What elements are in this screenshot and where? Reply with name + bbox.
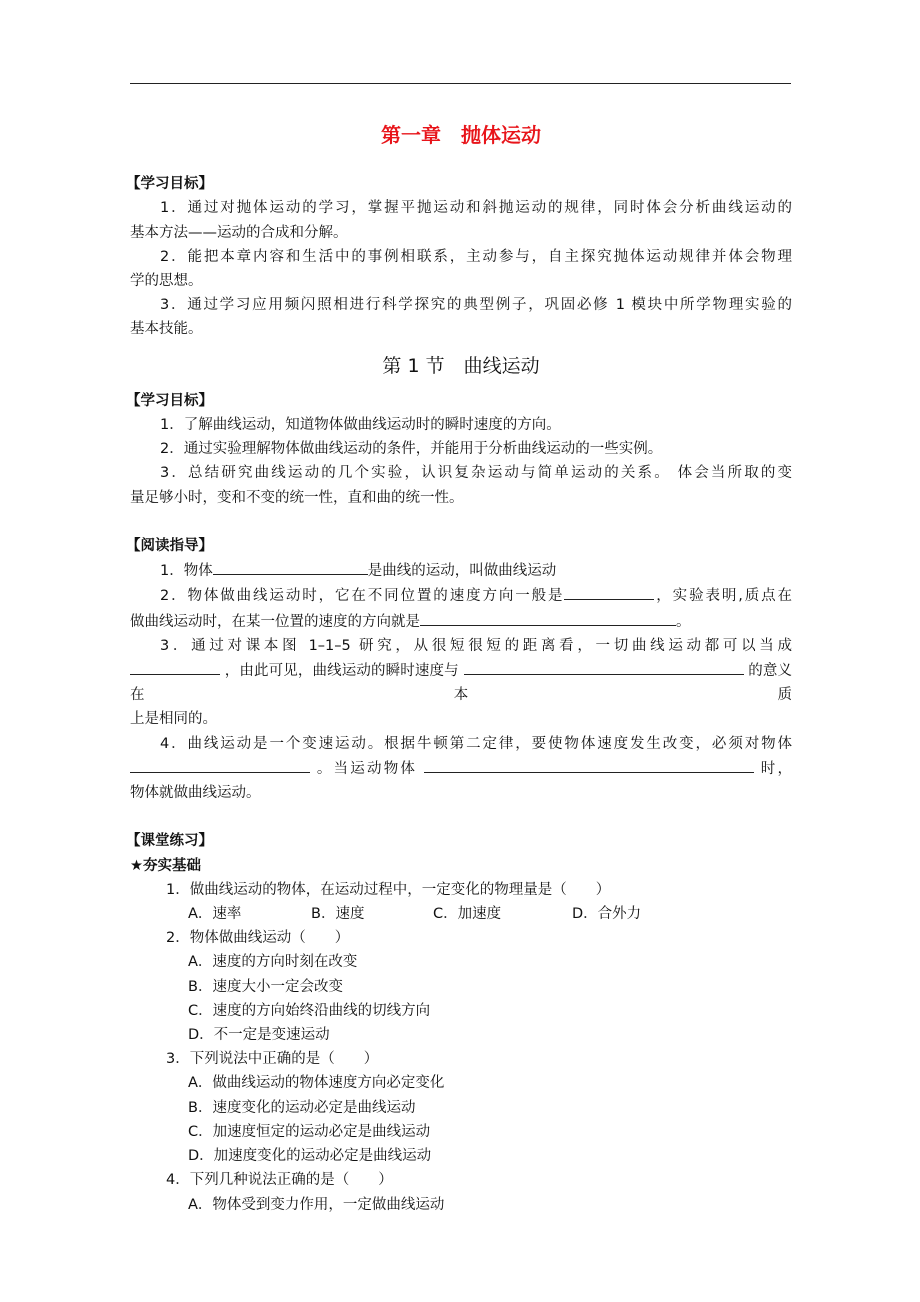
reading-q1 [130, 558, 792, 583]
option[interactable]: C．加速度 [433, 906, 502, 923]
option[interactable]: D．不一定是变速运动 [188, 1027, 330, 1044]
question-stem: 1．做曲线运动的物体，在运动过程中，一定变化的物理量是（ ） [166, 881, 611, 898]
goal-line: 2．能把本章内容和生活中的事例相联系，主动参与，自主探究抛体运动规律并体会物理 [160, 248, 792, 265]
goal-line: 3．总结研究曲线运动的几个实验，认识复杂运动与简单运动的关系。 体会当所取的变 [160, 465, 792, 482]
option[interactable]: D．加速度变化的运动必定是曲线运动 [188, 1148, 432, 1165]
option[interactable]: A．速度的方向时刻在改变 [188, 954, 358, 971]
goals-heading: 【学习目标】 [126, 176, 213, 193]
reading-q4-cont [130, 756, 792, 781]
chapter-title: 第一章 抛体运动 [381, 123, 541, 147]
question-options [130, 902, 792, 926]
question-stem: 4．下列几种说法正确的是（ ） [166, 1172, 393, 1189]
question-stem: 3．下列说法中正确的是（ ） [166, 1051, 379, 1068]
reading-q3-cont [130, 658, 792, 707]
fill-blank[interactable] [464, 658, 744, 675]
goal-line: 1．了解曲线运动，知道物体做曲线运动时的瞬时速度的方向。 [160, 417, 561, 434]
goal-line: 基本方法——运动的合成和分解。 [130, 224, 348, 241]
text: 的意义在本质 [130, 663, 793, 704]
text: 。当运动物体 [316, 760, 418, 777]
reading-heading: 【阅读指导】 [126, 538, 213, 555]
basics-heading: ★夯实基础 [130, 857, 201, 874]
reading-q3-end: 上是相同的。 [130, 711, 217, 728]
goal-line: 2．通过实验理解物体做曲线运动的条件，并能用于分析曲线运动的一些实例。 [160, 441, 663, 458]
option[interactable]: A．物体受到变力作用，一定做曲线运动 [188, 1196, 445, 1213]
section-title: 第 1 节 曲线运动 [382, 354, 540, 377]
option[interactable]: C．速度的方向始终沿曲线的切线方向 [188, 1002, 431, 1019]
reading-q3: 3．通过对课本图 1–1–5 研究，从很短很短的距离看，一切曲线运动都可以当成 [160, 637, 792, 654]
fill-blank[interactable] [213, 558, 368, 575]
section-goals-heading: 【学习目标】 [126, 392, 213, 409]
text: ，实验表明,质点在 [654, 588, 792, 605]
practice-heading: 【课堂练习】 [126, 833, 213, 850]
fill-blank[interactable] [424, 756, 754, 773]
reading-q2 [130, 583, 792, 608]
fill-blank[interactable] [420, 609, 676, 626]
question-stem: 2．物体做曲线运动（ ） [166, 930, 350, 947]
text: 2．物体做曲线运动时，它在不同位置的速度方向一般是 [160, 588, 565, 605]
goal-line: 学的思想。 [130, 273, 203, 290]
goal-line: 3．通过学习应用频闪照相进行科学探究的典型例子，巩固必修 1 模块中所学物理实验的 [160, 297, 792, 314]
fill-blank[interactable] [130, 658, 220, 675]
fill-blank[interactable] [564, 583, 654, 600]
option[interactable]: C．加速度恒定的运动必定是曲线运动 [188, 1123, 431, 1140]
text: 1．物体 [160, 563, 213, 580]
option[interactable]: A．做曲线运动的物体速度方向必定变化 [188, 1075, 445, 1092]
option[interactable]: B．速度大小一定会改变 [188, 978, 343, 995]
text: ，由此可见，曲线运动的瞬时速度与 [224, 663, 459, 680]
option[interactable]: A．速率 [188, 906, 242, 923]
goal-line: 量足够小时，变和不变的统一性，直和曲的统一性。 [130, 489, 464, 506]
option[interactable]: B．速度 [311, 906, 365, 923]
reading-q4-end: 物体就做曲线运动。 [130, 785, 261, 802]
text: 时， [760, 760, 793, 777]
header-rule [130, 83, 791, 84]
option[interactable]: B．速度变化的运动必定是曲线运动 [188, 1099, 416, 1116]
text: 是曲线的运动，叫做曲线运动 [367, 563, 557, 580]
goal-line: 1．通过对抛体运动的学习，掌握平抛运动和斜抛运动的规律，同时体会分析曲线运动的 [160, 200, 792, 217]
document-page [126, 123, 793, 1217]
reading-q4: 4．曲线运动是一个变速运动。根据牛顿第二定律，要使物体速度发生改变，必须对物体 [160, 735, 792, 752]
option[interactable]: D．合外力 [572, 906, 642, 923]
text: 做曲线运动时，在某一位置的速度的方向就是 [130, 613, 420, 630]
fill-blank[interactable] [130, 756, 310, 773]
goal-line: 基本技能。 [130, 321, 203, 338]
reading-q2-cont [130, 609, 792, 634]
text: 。 [676, 613, 691, 630]
